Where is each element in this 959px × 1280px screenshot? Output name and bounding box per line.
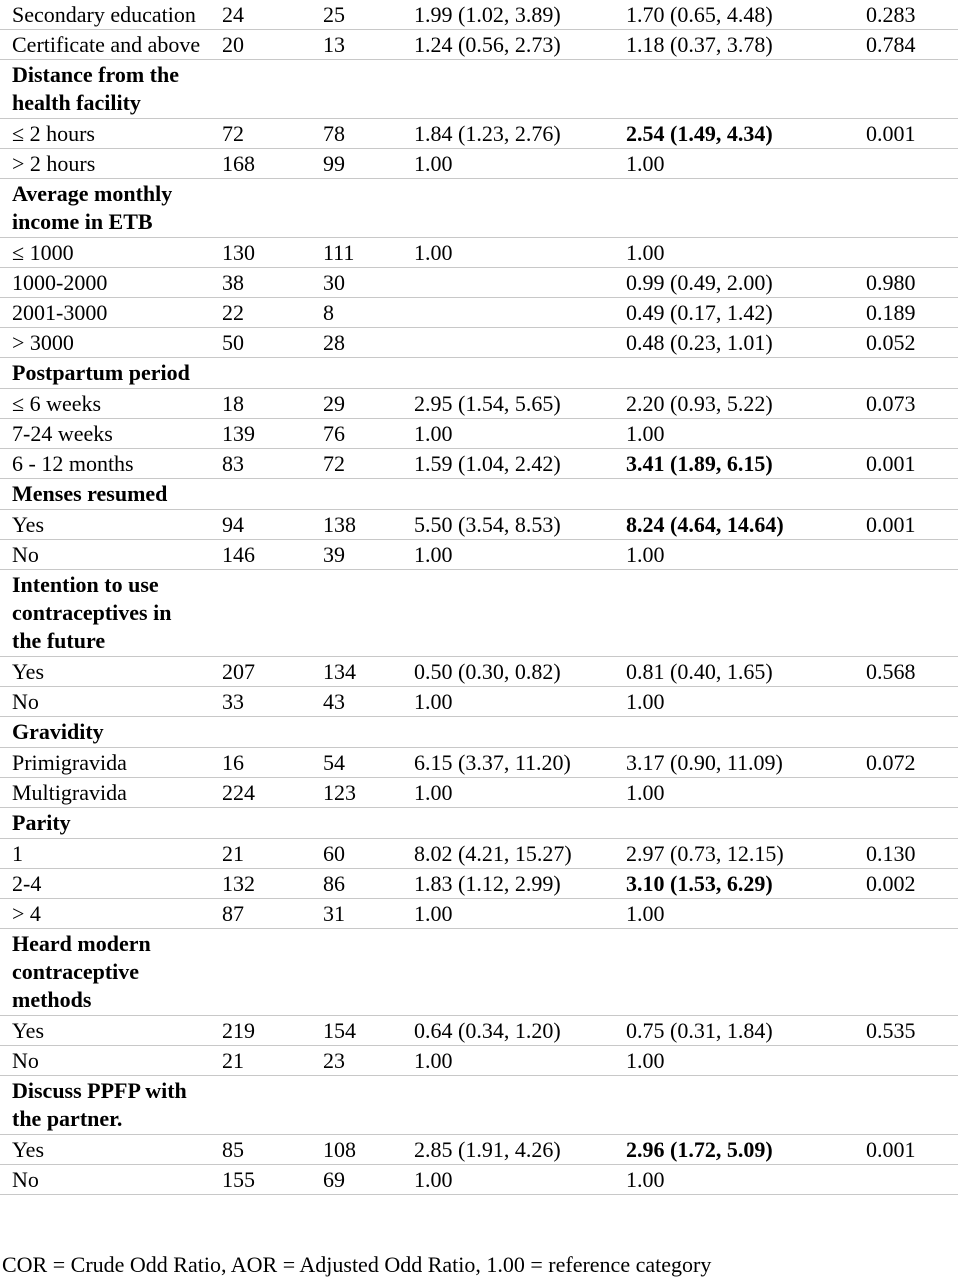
aor-cell: 1.00 <box>614 778 854 808</box>
table-row <box>0 657 958 687</box>
count-no-cell: 24 <box>210 0 311 30</box>
count-yes-cell: 31 <box>311 899 402 929</box>
empty-cell <box>402 808 614 839</box>
category-label-cell: 2001-3000 <box>0 298 210 328</box>
empty-cell <box>854 570 958 657</box>
cor-cell: 1.24 (0.56, 2.73) <box>402 30 614 60</box>
count-no-cell: 132 <box>210 869 311 899</box>
count-yes-cell: 23 <box>311 1046 402 1076</box>
table-row <box>0 869 958 899</box>
category-label-cell: Yes <box>0 510 210 540</box>
empty-cell <box>210 479 311 510</box>
empty-cell <box>614 479 854 510</box>
count-yes-cell: 39 <box>311 540 402 570</box>
table-row <box>0 268 958 298</box>
p-value-cell: 0.535 <box>854 1016 958 1046</box>
category-label-cell: 7-24 weeks <box>0 419 210 449</box>
cor-cell: 1.00 <box>402 1046 614 1076</box>
count-yes-cell: 154 <box>311 1016 402 1046</box>
aor-cell: 1.00 <box>614 1165 854 1195</box>
empty-cell <box>854 929 958 1016</box>
cor-cell <box>402 268 614 298</box>
count-no-cell: 87 <box>210 899 311 929</box>
p-value-cell: 0.001 <box>854 510 958 540</box>
empty-cell <box>210 570 311 657</box>
p-value-cell <box>854 1165 958 1195</box>
table-row <box>0 839 958 869</box>
aor-cell: 0.75 (0.31, 1.84) <box>614 1016 854 1046</box>
table-row <box>0 389 958 419</box>
p-value-cell <box>854 540 958 570</box>
count-no-cell: 83 <box>210 449 311 479</box>
aor-cell: 0.48 (0.23, 1.01) <box>614 328 854 358</box>
variable-header-label: Average monthly income in ETB <box>0 179 210 238</box>
table-row <box>0 1165 958 1195</box>
cor-cell: 1.99 (1.02, 3.89) <box>402 0 614 30</box>
empty-cell <box>210 358 311 389</box>
empty-cell <box>311 808 402 839</box>
variable-header-row <box>0 929 958 1016</box>
empty-cell <box>854 179 958 238</box>
table-row <box>0 1135 958 1165</box>
aor-cell: 0.99 (0.49, 2.00) <box>614 268 854 298</box>
cor-cell: 0.50 (0.30, 0.82) <box>402 657 614 687</box>
aor-cell: 3.17 (0.90, 11.09) <box>614 748 854 778</box>
count-yes-cell: 138 <box>311 510 402 540</box>
variable-header-row <box>0 358 958 389</box>
count-yes-cell: 134 <box>311 657 402 687</box>
p-value-cell: 0.001 <box>854 1135 958 1165</box>
cor-cell: 0.64 (0.34, 1.20) <box>402 1016 614 1046</box>
count-yes-cell: 76 <box>311 419 402 449</box>
category-label-cell: ≤ 2 hours <box>0 119 210 149</box>
count-yes-cell: 25 <box>311 0 402 30</box>
cor-cell: 1.00 <box>402 1165 614 1195</box>
count-yes-cell: 99 <box>311 149 402 179</box>
empty-cell <box>402 179 614 238</box>
variable-header-label: Postpartum period <box>0 358 210 389</box>
p-value-cell: 0.002 <box>854 869 958 899</box>
category-label-cell: No <box>0 1165 210 1195</box>
count-yes-cell: 8 <box>311 298 402 328</box>
empty-cell <box>402 570 614 657</box>
empty-cell <box>210 60 311 119</box>
empty-cell <box>854 808 958 839</box>
category-label-cell: Certificate and above <box>0 30 210 60</box>
empty-cell <box>614 570 854 657</box>
variable-header-label: Menses resumed <box>0 479 210 510</box>
aor-cell: 1.00 <box>614 687 854 717</box>
count-no-cell: 94 <box>210 510 311 540</box>
variable-header-row <box>0 60 958 119</box>
category-label-cell: No <box>0 540 210 570</box>
aor-cell: 1.00 <box>614 149 854 179</box>
count-no-cell: 155 <box>210 1165 311 1195</box>
empty-cell <box>311 60 402 119</box>
cor-cell: 1.00 <box>402 687 614 717</box>
p-value-cell <box>854 149 958 179</box>
category-label-cell: Yes <box>0 657 210 687</box>
count-no-cell: 72 <box>210 119 311 149</box>
count-no-cell: 21 <box>210 839 311 869</box>
p-value-cell: 0.283 <box>854 0 958 30</box>
table-row <box>0 540 958 570</box>
variable-header-row <box>0 479 958 510</box>
count-no-cell: 50 <box>210 328 311 358</box>
variable-header-row <box>0 179 958 238</box>
count-no-cell: 33 <box>210 687 311 717</box>
empty-cell <box>311 358 402 389</box>
table-row <box>0 30 958 60</box>
cor-cell: 1.83 (1.12, 2.99) <box>402 869 614 899</box>
table-row <box>0 238 958 268</box>
empty-cell <box>614 929 854 1016</box>
p-value-cell: 0.189 <box>854 298 958 328</box>
table-row <box>0 419 958 449</box>
count-no-cell: 20 <box>210 30 311 60</box>
count-no-cell: 130 <box>210 238 311 268</box>
category-label-cell: Primigravida <box>0 748 210 778</box>
category-label-cell: 1000-2000 <box>0 268 210 298</box>
p-value-cell: 0.784 <box>854 30 958 60</box>
category-label-cell: Multigravida <box>0 778 210 808</box>
table-row <box>0 1046 958 1076</box>
cor-cell: 1.00 <box>402 899 614 929</box>
count-no-cell: 224 <box>210 778 311 808</box>
p-value-cell: 0.073 <box>854 389 958 419</box>
variable-header-label: Discuss PPFP with the partner. <box>0 1076 210 1135</box>
count-yes-cell: 29 <box>311 389 402 419</box>
empty-cell <box>210 717 311 748</box>
table-row <box>0 510 958 540</box>
category-label-cell: 6 - 12 months <box>0 449 210 479</box>
count-yes-cell: 78 <box>311 119 402 149</box>
aor-cell: 0.49 (0.17, 1.42) <box>614 298 854 328</box>
count-no-cell: 16 <box>210 748 311 778</box>
empty-cell <box>311 179 402 238</box>
table-row <box>0 298 958 328</box>
empty-cell <box>402 717 614 748</box>
aor-cell: 1.70 (0.65, 4.48) <box>614 0 854 30</box>
category-label-cell: No <box>0 687 210 717</box>
variable-header-row <box>0 570 958 657</box>
count-no-cell: 219 <box>210 1016 311 1046</box>
aor-cell: 1.00 <box>614 419 854 449</box>
count-no-cell: 21 <box>210 1046 311 1076</box>
aor-cell: 1.00 <box>614 1046 854 1076</box>
table-row <box>0 449 958 479</box>
p-value-cell: 0.052 <box>854 328 958 358</box>
cor-cell: 1.84 (1.23, 2.76) <box>402 119 614 149</box>
cor-cell <box>402 328 614 358</box>
count-yes-cell: 28 <box>311 328 402 358</box>
p-value-cell <box>854 238 958 268</box>
empty-cell <box>402 929 614 1016</box>
p-value-cell <box>854 899 958 929</box>
count-no-cell: 146 <box>210 540 311 570</box>
table-row <box>0 328 958 358</box>
variable-header-row <box>0 808 958 839</box>
count-no-cell: 18 <box>210 389 311 419</box>
category-label-cell: ≤ 1000 <box>0 238 210 268</box>
empty-cell <box>854 60 958 119</box>
count-yes-cell: 123 <box>311 778 402 808</box>
variable-header-label: Intention to use contraceptives in the future <box>0 570 210 657</box>
variable-header-label: Parity <box>0 808 210 839</box>
aor-cell: 1.00 <box>614 899 854 929</box>
cor-cell: 6.15 (3.37, 11.20) <box>402 748 614 778</box>
count-no-cell: 38 <box>210 268 311 298</box>
empty-cell <box>614 808 854 839</box>
empty-cell <box>854 1076 958 1135</box>
count-no-cell: 168 <box>210 149 311 179</box>
cor-cell: 1.59 (1.04, 2.42) <box>402 449 614 479</box>
cor-cell: 1.00 <box>402 149 614 179</box>
variable-header-label: Distance from the health facility <box>0 60 210 119</box>
table-row <box>0 119 958 149</box>
empty-cell <box>614 358 854 389</box>
empty-cell <box>614 717 854 748</box>
count-yes-cell: 13 <box>311 30 402 60</box>
p-value-cell: 0.568 <box>854 657 958 687</box>
variable-header-row <box>0 717 958 748</box>
category-label-cell: Yes <box>0 1135 210 1165</box>
category-label-cell: 1 <box>0 839 210 869</box>
empty-cell <box>402 60 614 119</box>
empty-cell <box>854 358 958 389</box>
empty-cell <box>210 929 311 1016</box>
aor-cell: 0.81 (0.40, 1.65) <box>614 657 854 687</box>
empty-cell <box>402 1076 614 1135</box>
count-yes-cell: 69 <box>311 1165 402 1195</box>
aor-cell: 2.54 (1.49, 4.34) <box>614 119 854 149</box>
count-yes-cell: 108 <box>311 1135 402 1165</box>
empty-cell <box>210 179 311 238</box>
variable-header-label: Heard modern contraceptive methods <box>0 929 210 1016</box>
empty-cell <box>311 929 402 1016</box>
empty-cell <box>402 358 614 389</box>
p-value-cell <box>854 778 958 808</box>
table-footnote: COR = Crude Odd Ratio, AOR = Adjusted Odd Ratio, 1.00 = reference category <box>2 1252 712 1277</box>
variable-header-label: Gravidity <box>0 717 210 748</box>
empty-cell <box>311 479 402 510</box>
table-row <box>0 0 958 30</box>
empty-cell <box>210 808 311 839</box>
aor-cell: 2.20 (0.93, 5.22) <box>614 389 854 419</box>
count-no-cell: 85 <box>210 1135 311 1165</box>
category-label-cell: ≤ 6 weeks <box>0 389 210 419</box>
cor-cell: 1.00 <box>402 778 614 808</box>
count-no-cell: 207 <box>210 657 311 687</box>
aor-cell: 3.41 (1.89, 6.15) <box>614 449 854 479</box>
cor-cell: 1.00 <box>402 540 614 570</box>
count-yes-cell: 54 <box>311 748 402 778</box>
p-value-cell: 0.001 <box>854 119 958 149</box>
empty-cell <box>210 1076 311 1135</box>
count-yes-cell: 60 <box>311 839 402 869</box>
category-label-cell: Secondary education <box>0 0 210 30</box>
cor-cell: 5.50 (3.54, 8.53) <box>402 510 614 540</box>
count-yes-cell: 43 <box>311 687 402 717</box>
empty-cell <box>614 60 854 119</box>
count-yes-cell: 72 <box>311 449 402 479</box>
count-yes-cell: 86 <box>311 869 402 899</box>
count-no-cell: 139 <box>210 419 311 449</box>
p-value-cell: 0.130 <box>854 839 958 869</box>
p-value-cell: 0.001 <box>854 449 958 479</box>
variable-header-row <box>0 1076 958 1135</box>
cor-cell: 2.85 (1.91, 4.26) <box>402 1135 614 1165</box>
cor-cell: 1.00 <box>402 419 614 449</box>
table-row <box>0 149 958 179</box>
empty-cell <box>614 179 854 238</box>
count-no-cell: 22 <box>210 298 311 328</box>
aor-cell: 2.96 (1.72, 5.09) <box>614 1135 854 1165</box>
category-label-cell: No <box>0 1046 210 1076</box>
empty-cell <box>311 717 402 748</box>
table-row <box>0 778 958 808</box>
category-label-cell: > 3000 <box>0 328 210 358</box>
p-value-cell <box>854 1046 958 1076</box>
aor-cell: 8.24 (4.64, 14.64) <box>614 510 854 540</box>
p-value-cell: 0.072 <box>854 748 958 778</box>
empty-cell <box>614 1076 854 1135</box>
cor-cell: 1.00 <box>402 238 614 268</box>
aor-cell: 1.00 <box>614 540 854 570</box>
empty-cell <box>311 1076 402 1135</box>
empty-cell <box>854 479 958 510</box>
cor-cell: 8.02 (4.21, 15.27) <box>402 839 614 869</box>
aor-cell: 1.18 (0.37, 3.78) <box>614 30 854 60</box>
table-row <box>0 1016 958 1046</box>
table-row <box>0 687 958 717</box>
aor-cell: 1.00 <box>614 238 854 268</box>
category-label-cell: 2-4 <box>0 869 210 899</box>
category-label-cell: Yes <box>0 1016 210 1046</box>
empty-cell <box>311 570 402 657</box>
empty-cell <box>854 717 958 748</box>
category-label-cell: > 4 <box>0 899 210 929</box>
aor-cell: 3.10 (1.53, 6.29) <box>614 869 854 899</box>
cor-cell: 2.95 (1.54, 5.65) <box>402 389 614 419</box>
table-row <box>0 899 958 929</box>
category-label-cell: > 2 hours <box>0 149 210 179</box>
aor-cell: 2.97 (0.73, 12.15) <box>614 839 854 869</box>
p-value-cell: 0.980 <box>854 268 958 298</box>
table-row <box>0 748 958 778</box>
empty-cell <box>402 479 614 510</box>
cor-cell <box>402 298 614 328</box>
count-yes-cell: 111 <box>311 238 402 268</box>
p-value-cell <box>854 419 958 449</box>
count-yes-cell: 30 <box>311 268 402 298</box>
p-value-cell <box>854 687 958 717</box>
